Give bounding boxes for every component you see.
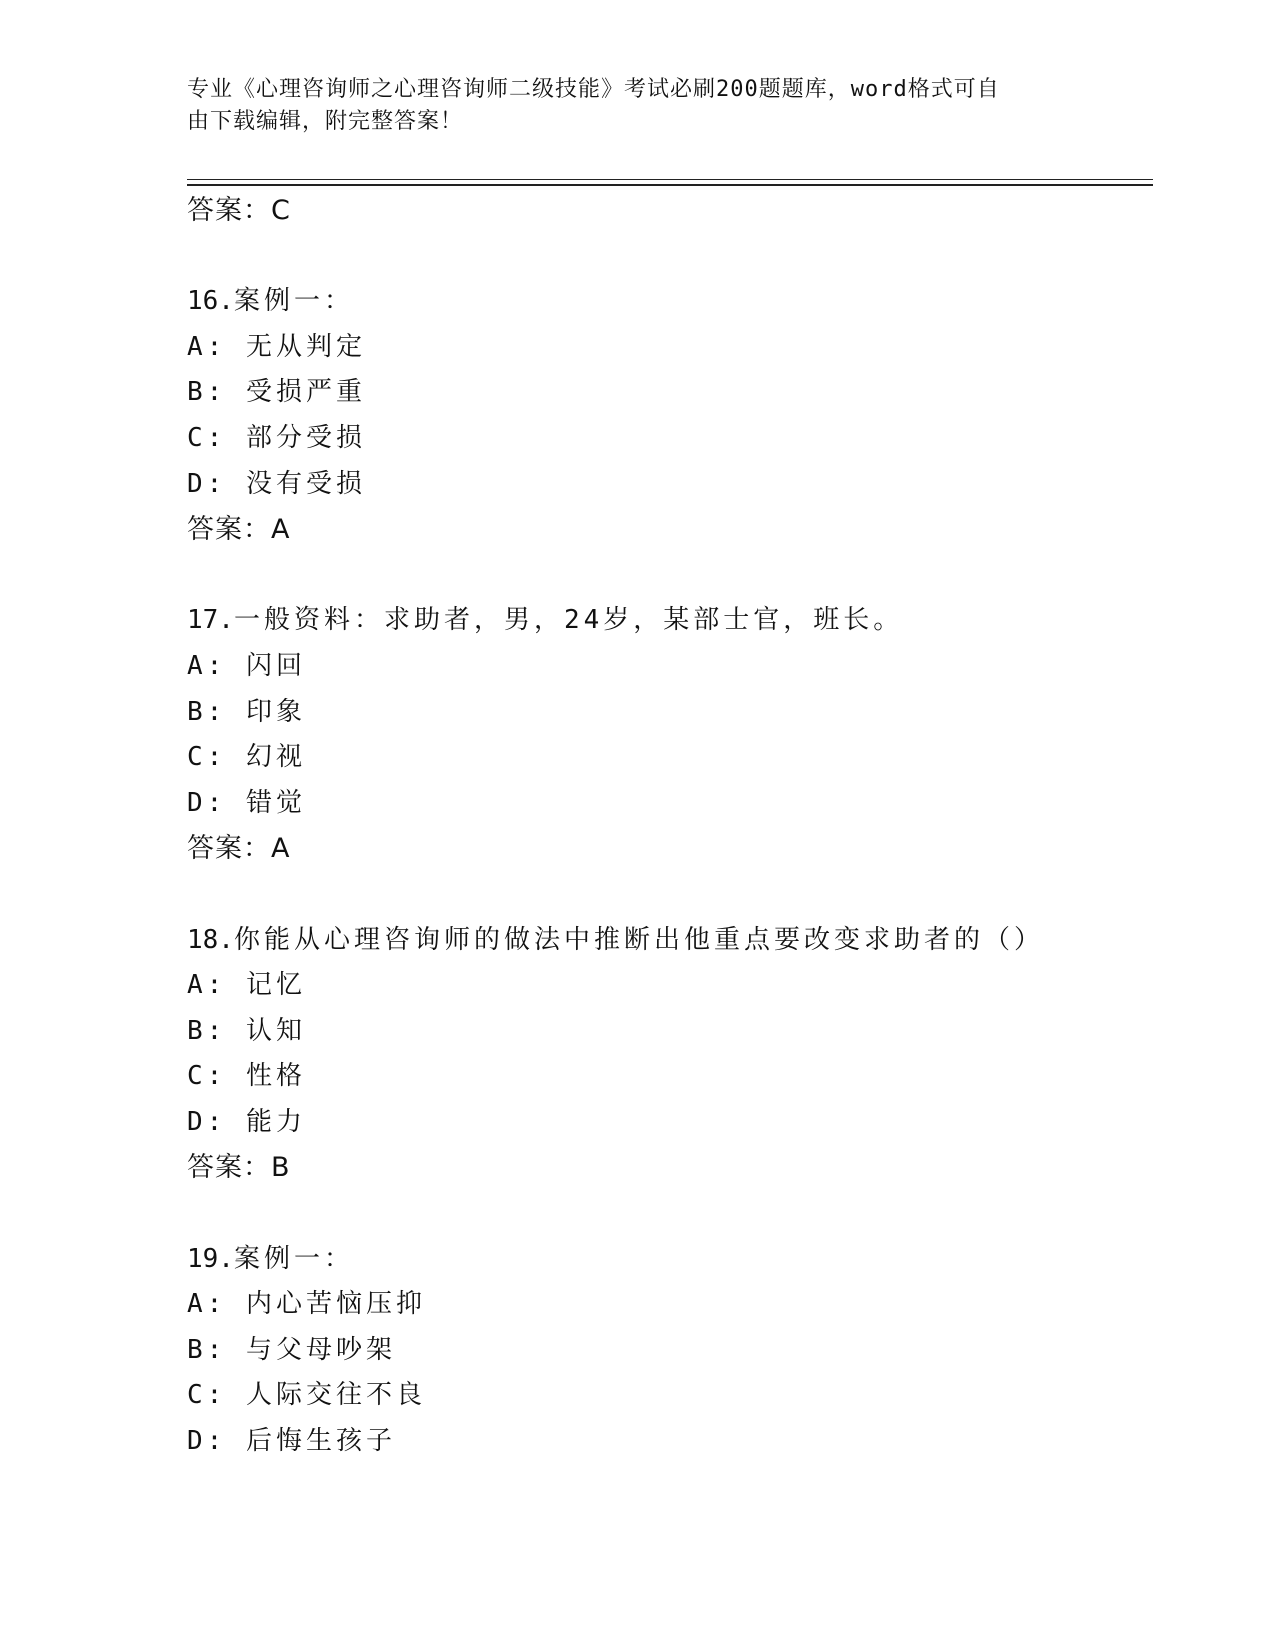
option-d: D: 没有受损 bbox=[187, 468, 366, 499]
header-divider-thick bbox=[187, 184, 1153, 186]
option-a: A: 闪回 bbox=[187, 650, 306, 681]
question-text: 一般资料：求助者，男，24岁，某部士官，班长。 bbox=[233, 605, 904, 636]
option-d: D: 错觉 bbox=[187, 787, 306, 818]
option-b: B: 与父母吵架 bbox=[187, 1334, 396, 1365]
document-header bbox=[187, 74, 1067, 138]
option-a: A: 记忆 bbox=[187, 970, 306, 1001]
question-number: 18. bbox=[187, 924, 234, 955]
question-stem bbox=[187, 598, 1147, 644]
question-number: 16. bbox=[187, 286, 234, 317]
option-c: C: 性格 bbox=[187, 1061, 306, 1092]
option-b: B: 认知 bbox=[187, 1015, 306, 1046]
option-a: A: 无从判定 bbox=[187, 331, 366, 362]
question-text: 你能从心理咨询师的做法中推断出他重点要改变求助者的（） bbox=[233, 924, 1044, 955]
question-number: 17. bbox=[187, 605, 234, 636]
answer-line: 答案：B bbox=[187, 1152, 291, 1184]
option-a: A: 内心苦恼压抑 bbox=[187, 1289, 426, 1320]
question-text: 案例一： bbox=[233, 286, 354, 317]
question-list bbox=[187, 188, 1147, 1465]
option-d: D: 后悔生孩子 bbox=[187, 1426, 396, 1457]
option-c: C: 部分受损 bbox=[187, 422, 366, 453]
question-number: 19. bbox=[187, 1243, 234, 1274]
answer-line: 答案：A bbox=[187, 833, 291, 865]
header-divider-thin bbox=[187, 179, 1153, 180]
header-line-2: 由下载编辑，附完整答案！ bbox=[187, 109, 464, 134]
option-d: D: 能力 bbox=[187, 1106, 306, 1137]
question-stem bbox=[187, 1237, 1147, 1283]
answer-line: 答案：C bbox=[187, 195, 291, 226]
question-stem bbox=[187, 918, 1147, 964]
option-c: C: 幻视 bbox=[187, 742, 306, 773]
option-c: C: 人际交往不良 bbox=[187, 1380, 426, 1411]
question-text: 案例一： bbox=[233, 1243, 354, 1274]
option-b: B: 印象 bbox=[187, 696, 306, 727]
question-stem bbox=[187, 279, 1147, 325]
option-b: B: 受损严重 bbox=[187, 377, 366, 408]
answer-line: 答案：A bbox=[187, 514, 291, 546]
header-line-1: 专业《心理咨询师之心理咨询师二级技能》考试必刷200题题库，word格式可自 bbox=[187, 77, 1000, 102]
